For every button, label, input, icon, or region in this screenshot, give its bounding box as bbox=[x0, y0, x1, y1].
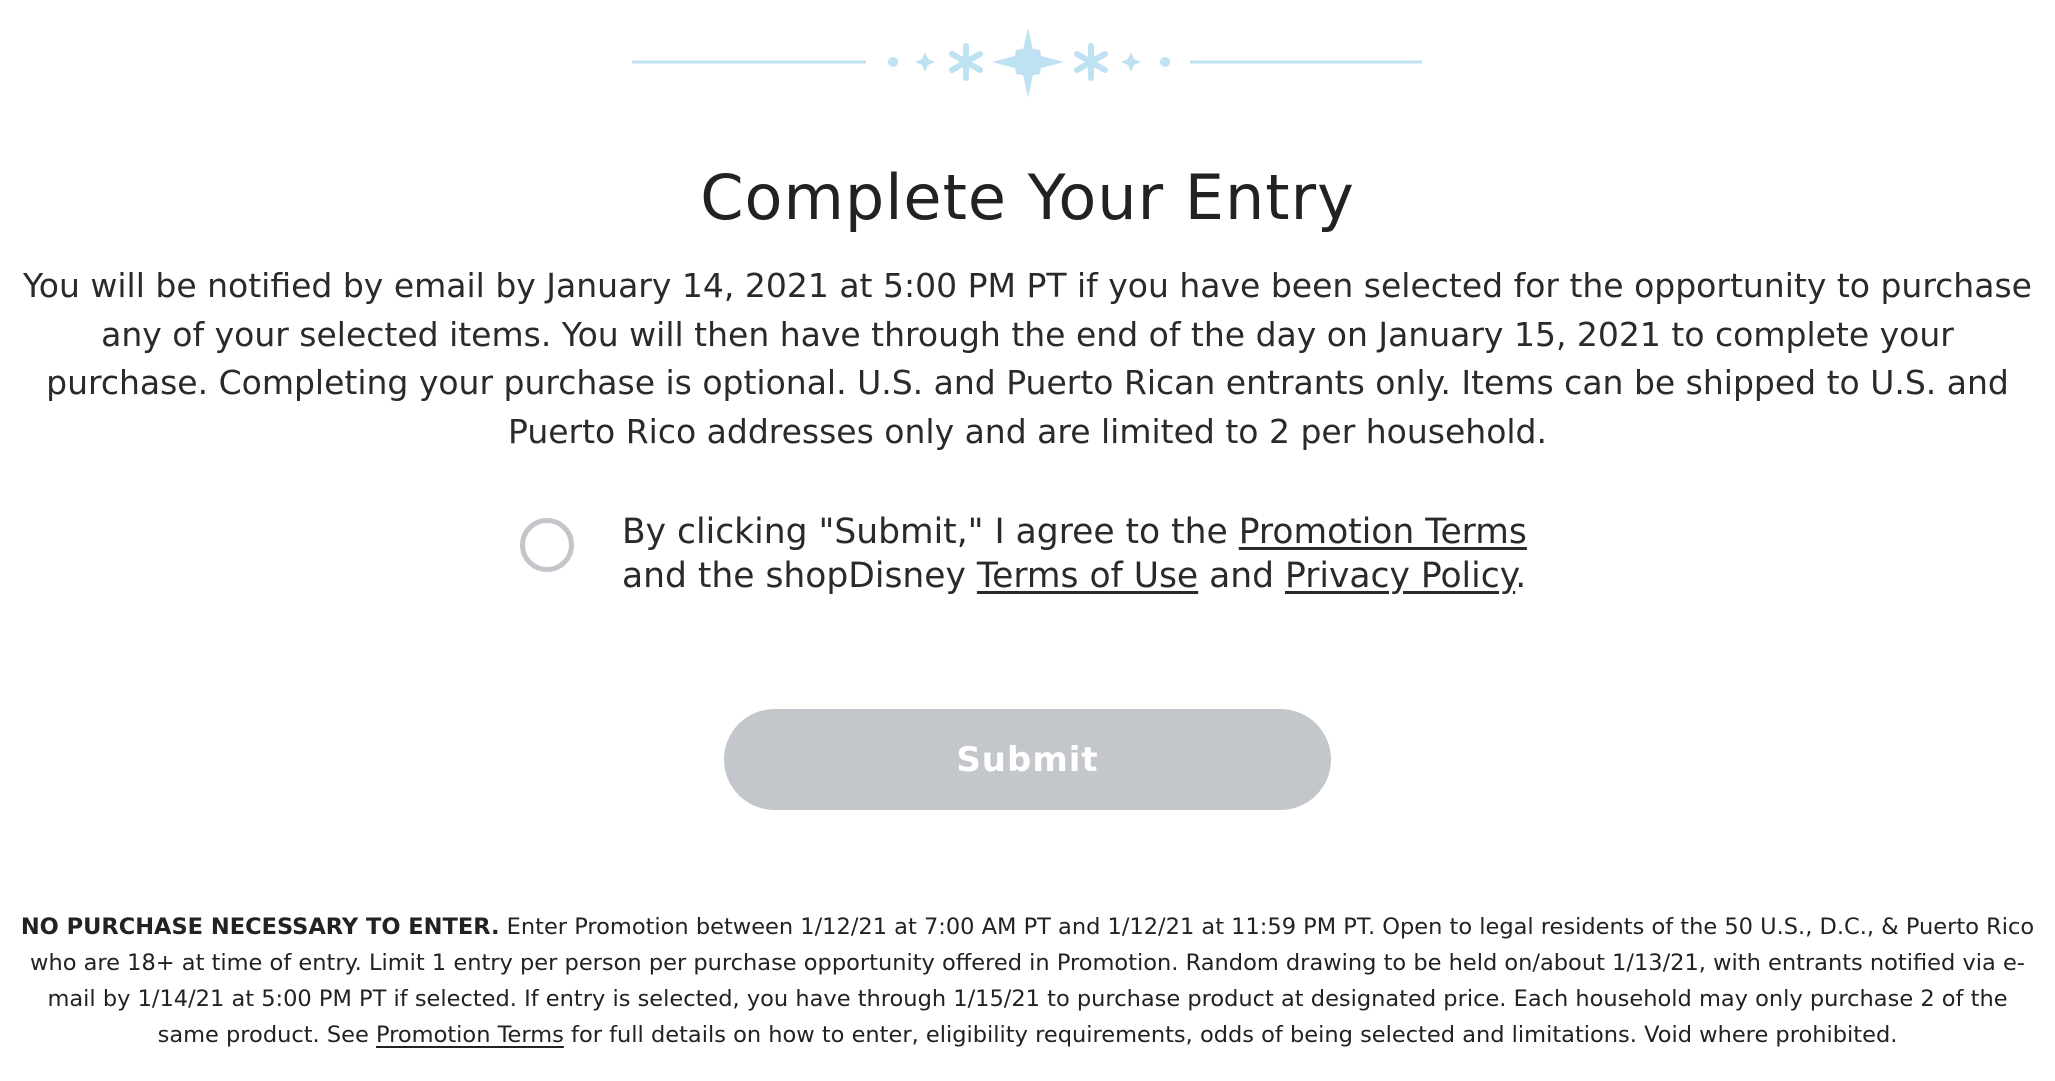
notification-description: You will be notified by email by January 14, 2021 at 5:00 PM PT if you have been selected for the opportunity to purchase any of your selected items. You will then have through the end of the day on January 15, 2021 to complete your purchase. Completing your purchase is optional. U.S. and Puerto Rican entrants only. Items can be shipped to U.S. and Puerto Rico addresses only and are limited to 2 per household. bbox=[23, 266, 2032, 451]
legal-fine-print bbox=[18, 909, 2037, 1053]
consent-text-part: and the shopDisney bbox=[622, 556, 977, 596]
terms-consent-text bbox=[622, 510, 1542, 598]
terms-consent bbox=[520, 510, 1560, 610]
sparkle-divider-icon bbox=[0, 20, 2055, 104]
terms-of-use-link[interactable]: Terms of Use bbox=[976, 556, 1199, 596]
terms-agree-radio[interactable] bbox=[520, 518, 574, 572]
submit-button[interactable]: Submit bbox=[724, 709, 1331, 810]
promotion-terms-link[interactable]: Promotion Terms bbox=[1238, 512, 1527, 552]
consent-text-part: By clicking "Submit," I agree to the bbox=[622, 512, 1239, 552]
fine-print-promotion-terms-link[interactable]: Promotion Terms bbox=[375, 1022, 564, 1048]
fine-print-body: Enter Promotion between 1/12/21 at 7:00 AM PT and 1/12/21 at 11:59 PM PT. Open to legal residents of the 50 U.S., D.C., & Puerto Rico who are 18+ at time of entry. Limit 1 entry per person per purchase opportunity offered in Promotion. Random drawing to be held on/about 1/13/21, with entrants notified via e-mail by 1/14/21 at 5:00 PM PT if selected. If entry is selected, you have through 1/15/21 to purchase product at designated price. Each household may only purchase 2 of the same product. See bbox=[30, 914, 2035, 1048]
privacy-policy-link[interactable]: Privacy Policy bbox=[1285, 556, 1516, 596]
fine-print-tail: for full details on how to enter, eligibility requirements, odds of being selected and limitations. Void where prohibited. bbox=[563, 1022, 1898, 1048]
consent-text-part: and bbox=[1198, 556, 1285, 596]
page-title: Complete Your Entry bbox=[700, 161, 1355, 234]
consent-text-part: . bbox=[1515, 556, 1527, 596]
fine-print-lead: NO PURCHASE NECESSARY TO ENTER. bbox=[20, 914, 500, 940]
